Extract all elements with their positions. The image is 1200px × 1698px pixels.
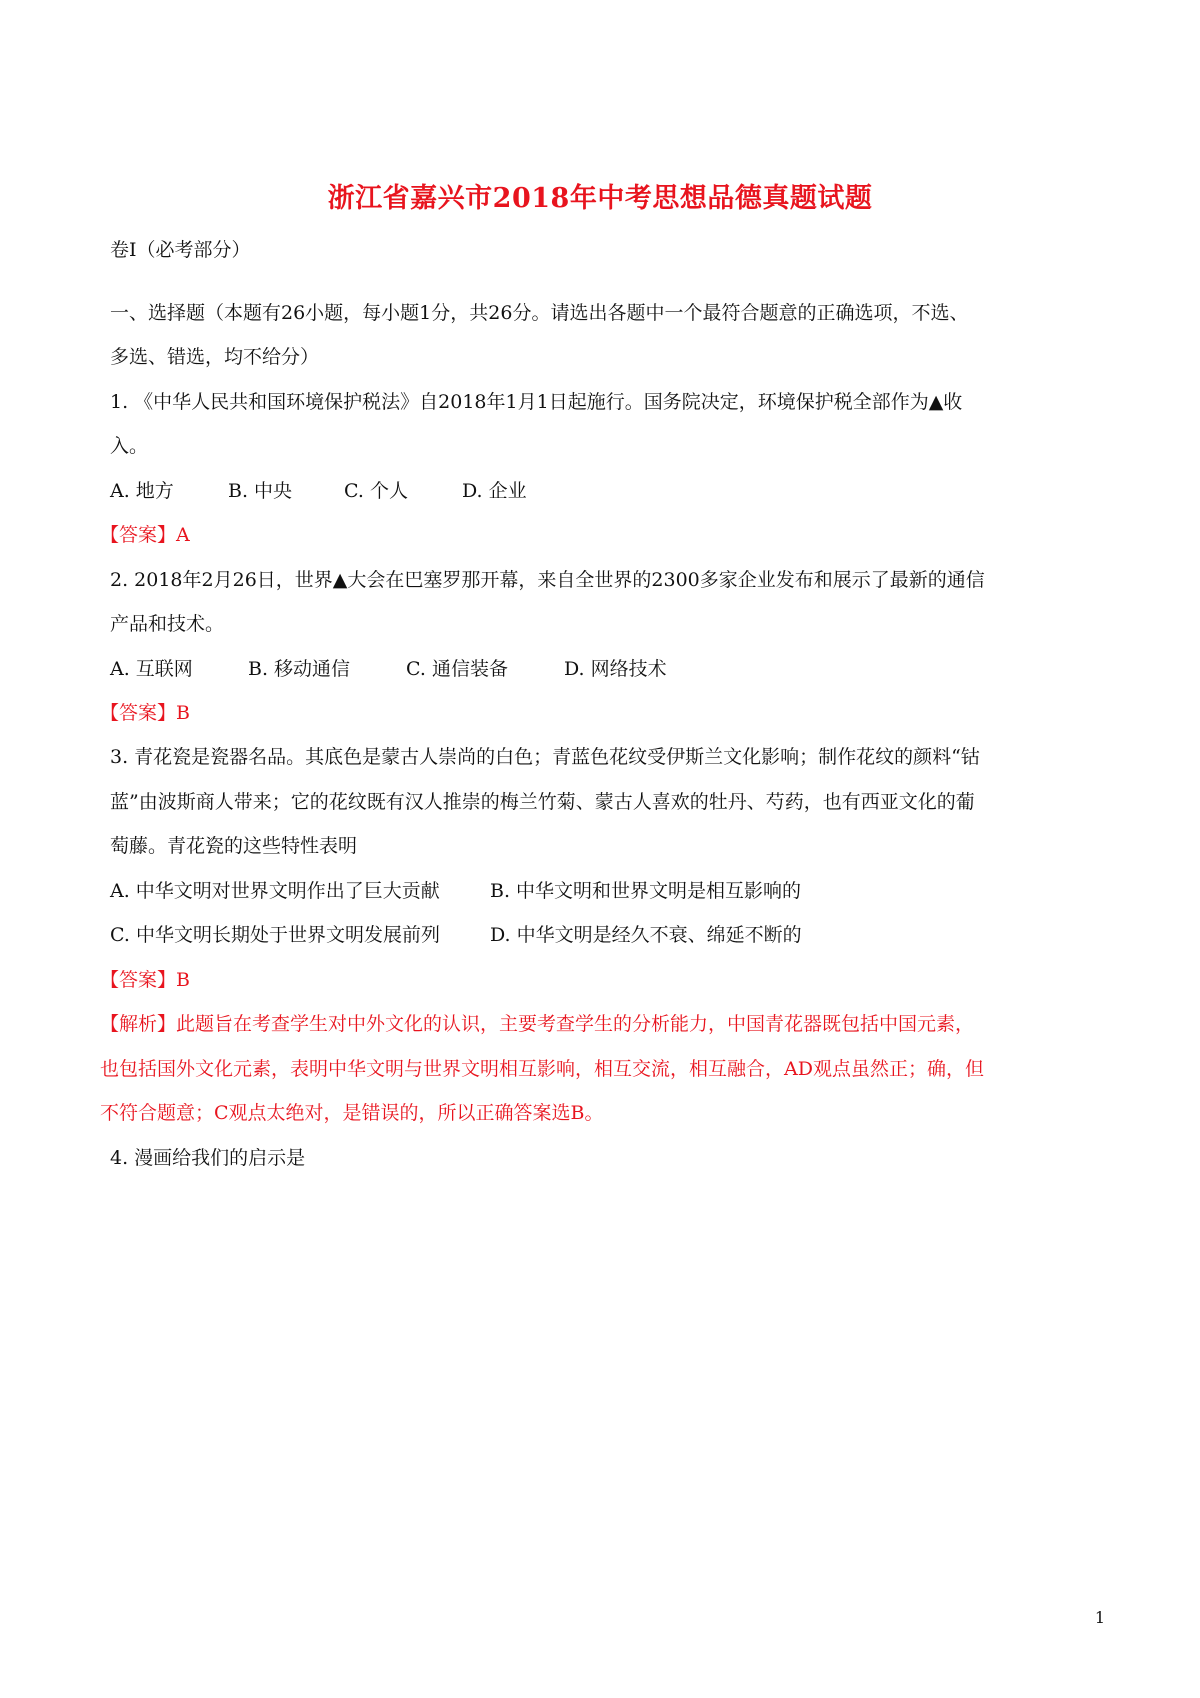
- question-1-option-a: A. 地方: [110, 480, 174, 502]
- question-1-option-c: C. 个人: [344, 480, 408, 502]
- question-3-analysis-line-3: 不符合题意；C观点太绝对，是错误的，所以正确答案选B。: [100, 1102, 604, 1124]
- question-2-stem-line-1: 2. 2018年2月26日，世界▲大会在巴塞罗那开幕，来自全世界的2300多家企业发布和展示了最新的通信: [110, 569, 985, 591]
- page-number: 1: [1094, 1608, 1105, 1627]
- section-heading-line-2: 多选、错选，均不给分）: [110, 346, 320, 368]
- question-3-option-b: B. 中华文明和世界文明是相互影响的: [490, 880, 802, 902]
- question-2-option-b: B. 移动通信: [248, 658, 351, 680]
- question-3-analysis-line-2: 也包括国外文化元素，表明中华文明与世界文明相互影响，相互交流，相互融合，AD观点虽然正；确，但: [100, 1058, 984, 1080]
- answer-label: 【答案】: [100, 524, 177, 546]
- answer-label: 【答案】: [100, 969, 177, 991]
- question-1-options: [110, 477, 527, 505]
- answer-value: A: [176, 524, 190, 546]
- answer-value: B: [176, 969, 190, 991]
- answer-value: B: [176, 702, 190, 724]
- question-2-option-c: C. 通信装备: [406, 658, 508, 680]
- section-heading-line-1: 一、选择题（本题有26小题，每小题1分，共26分。请选出各题中一个最符合题意的正确选项，不选、: [110, 302, 969, 324]
- question-3-stem-line-3: 萄藤。青花瓷的这些特性表明: [110, 835, 358, 857]
- question-3-option-d: D. 中华文明是经久不衰、绵延不断的: [490, 924, 802, 946]
- answer-label: 【答案】: [100, 702, 177, 724]
- question-1-stem-line-2: 入。: [110, 435, 149, 457]
- question-2-option-d: D. 网络技术: [564, 658, 667, 680]
- question-1-answer: [100, 521, 190, 549]
- question-3-stem-line-2: 蓝”由波斯商人带来；它的花纹既有汉人推崇的梅兰竹菊、蒙古人喜欢的牡丹、芍药，也有西亚文化的葡: [110, 791, 975, 813]
- question-1-option-b: B. 中央: [228, 480, 293, 502]
- question-1-stem-line-1: 1. 《中华人民共和国环境保护税法》自2018年1月1日起施行。国务院决定，环境保护税全部作为▲收: [110, 391, 963, 413]
- question-4-stem-line-1: 4. 漫画给我们的启示是: [110, 1147, 306, 1169]
- question-3-option-a: A. 中华文明对世界文明作出了巨大贡献: [110, 880, 440, 902]
- question-2-options: [110, 655, 667, 683]
- question-3-option-c: C. 中华文明长期处于世界文明发展前列: [110, 924, 440, 946]
- question-3-options-row-1: [110, 877, 801, 905]
- document-title: 浙江省嘉兴市2018年中考思想品德真题试题: [327, 183, 873, 214]
- question-3-analysis-line-1: 【解析】此题旨在考查学生对中外文化的认识，主要考查学生的分析能力，中国青花器既包括中国元素，: [100, 1013, 975, 1035]
- question-1-option-d: D. 企业: [462, 480, 527, 502]
- question-2-option-a: A. 互联网: [110, 658, 193, 680]
- volume-heading: 卷Ⅰ（必考部分）: [110, 239, 251, 261]
- question-3-stem-line-1: 3. 青花瓷是瓷器名品。其底色是蒙古人崇尚的白色；青蓝色花纹受伊斯兰文化影响；制作花纹的颜料“钴: [110, 746, 980, 768]
- question-3-answer: [100, 966, 190, 994]
- question-2-answer: [100, 699, 190, 727]
- question-3-options-row-2: [110, 921, 802, 949]
- question-2-stem-line-2: 产品和技术。: [110, 613, 225, 635]
